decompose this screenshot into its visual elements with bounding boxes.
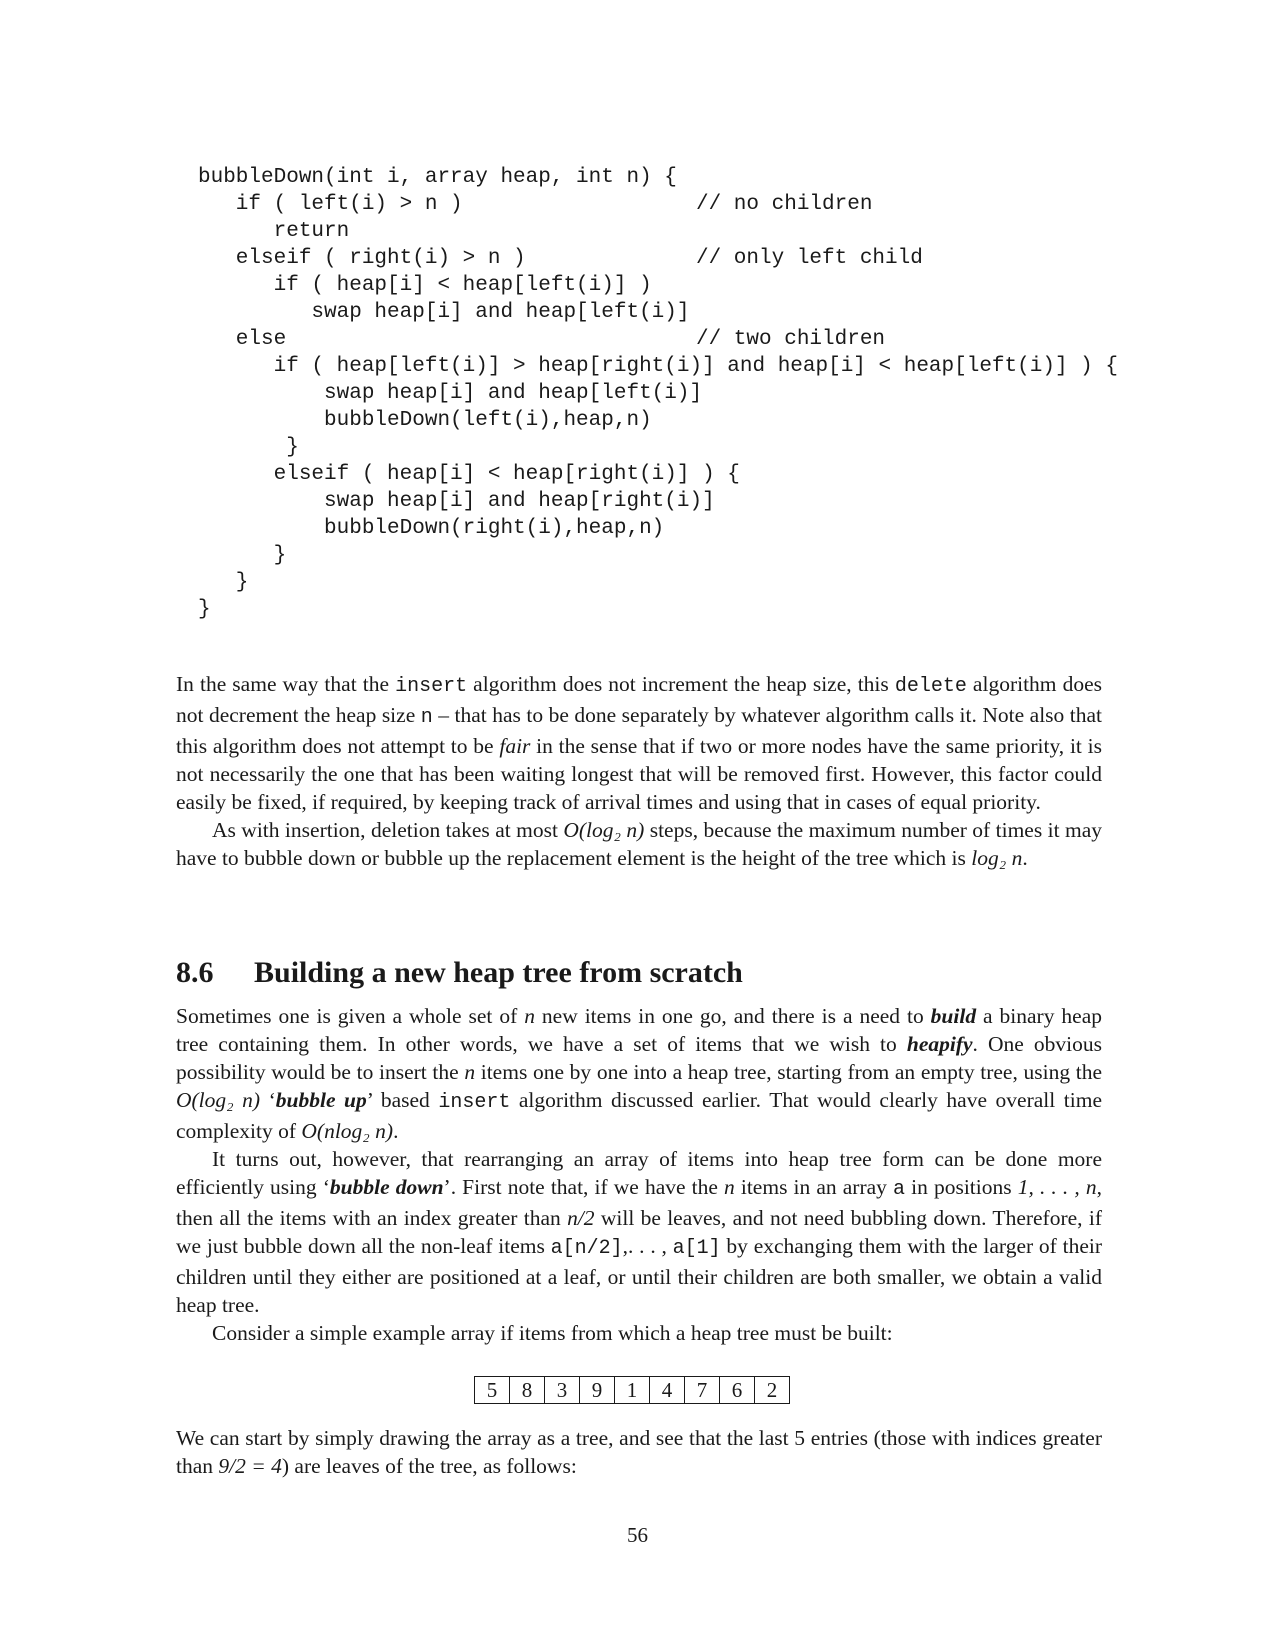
array-cell: 9 [580, 1377, 615, 1404]
code-line: } [198, 544, 287, 567]
array-cell: 1 [615, 1377, 650, 1404]
code-line: } [198, 571, 249, 594]
code-line: bubbleDown(left(i),heap,n) [198, 409, 652, 432]
body-text-bottom [176, 1424, 1102, 1480]
paragraph-array-as-tree: We can start by simply drawing the array as a tree, and see that the last 5 entries (those with indices greater than 9/2 = 4) are leaves of the tree, as follows: [176, 1426, 1102, 1478]
code-line: else // two children [198, 328, 886, 351]
code-line: if ( left(i) > n ) // no children [198, 193, 873, 216]
section-title: Building a new heap tree from scratch [254, 956, 743, 989]
code-line: return [198, 220, 350, 243]
code-line: } [198, 598, 211, 621]
body-text-lower [176, 1002, 1102, 1347]
array-cell: 2 [755, 1377, 790, 1404]
code-comment: // two children [696, 328, 886, 351]
code-line: if ( heap[left(i)] > heap[right(i)] and heap[i] < heap[left(i)] ) { [198, 355, 1118, 378]
section-number: 8.6 [176, 956, 214, 989]
code-line: elseif ( heap[i] < heap[right(i)] ) { [198, 463, 740, 486]
example-array [474, 1376, 790, 1404]
paragraph-heapify-intro: Sometimes one is given a whole set of n new items in one go, and there is a need to build a binary heap tree containing them. In other words, we have a set of items that we wish to heapify. One obvious possibility would be to insert the n items one by one into a heap tree, starting from an empty tree, using the O(log₂ n) ‘bubble up’ based insert algorithm discussed earlier. That would clearly have overall time complexity of O(nlog₂ n). [176, 1004, 1102, 1143]
code-comment: // only left child [696, 247, 923, 270]
array-cell: 6 [720, 1377, 755, 1404]
code-line: bubbleDown(int i, array heap, int n) { [198, 166, 677, 189]
array-cell: 4 [650, 1377, 685, 1404]
code-listing [198, 164, 1118, 623]
code-comment: // no children [696, 193, 873, 216]
code-line: if ( heap[i] < heap[left(i)] ) [198, 274, 652, 297]
code-line: swap heap[i] and heap[left(i)] [198, 382, 703, 405]
code-line: bubbleDown(right(i),heap,n) [198, 517, 665, 540]
section-heading [176, 956, 743, 990]
code-line: } [198, 436, 299, 459]
paragraph-delete-notes: In the same way that the insert algorithm does not increment the heap size, this delete algorithm does not decrement the heap size n – that has to be done separately by whatever algorithm calls it. Note also that this algorithm does not attempt to be fair in the sense that if two or more nodes have the same priority, it is not necessarily the one that has been waiting longest that will be removed first. However, this factor could easily be fixed, if required, by keeping track of arrival times and using that in cases of equal priority. [176, 672, 1103, 814]
code-line: swap heap[i] and heap[left(i)] [198, 301, 690, 324]
page-number: 56 [627, 1523, 648, 1547]
array-cell: 8 [510, 1377, 545, 1404]
paragraph-bubble-down: It turns out, however, that rearranging an array of items into heap tree form can be done more efficiently using ‘bubble down’. First note that, if we have the n items in an array a in positions 1, . . . , n, then all the items with an index greater than n/2 will be leaves, and not need bubbling down. Therefore, if we just bubble down all the non-leaf items a[n/2],. . . , a[1] by exchanging them with the larger of their children until they either are positioned at a leaf, or until their children are both smaller, we obtain a valid heap tree. [176, 1147, 1103, 1317]
array-cell: 3 [545, 1377, 580, 1404]
code-line: swap heap[i] and heap[right(i)] [198, 490, 715, 513]
paragraph-deletion-complexity: As with insertion, deletion takes at most O(log₂ n) steps, because the maximum number of times it may have to bubble down or bubble up the replacement element is the height of the tree which is log₂ n. [176, 818, 1102, 870]
code-line: elseif ( right(i) > n ) // only left child [198, 247, 923, 270]
paragraph-example-intro: Consider a simple example array if items from which a heap tree must be built: [212, 1321, 893, 1345]
array-cell: 5 [475, 1377, 510, 1404]
array-cell: 7 [685, 1377, 720, 1404]
body-text-upper [176, 670, 1102, 872]
